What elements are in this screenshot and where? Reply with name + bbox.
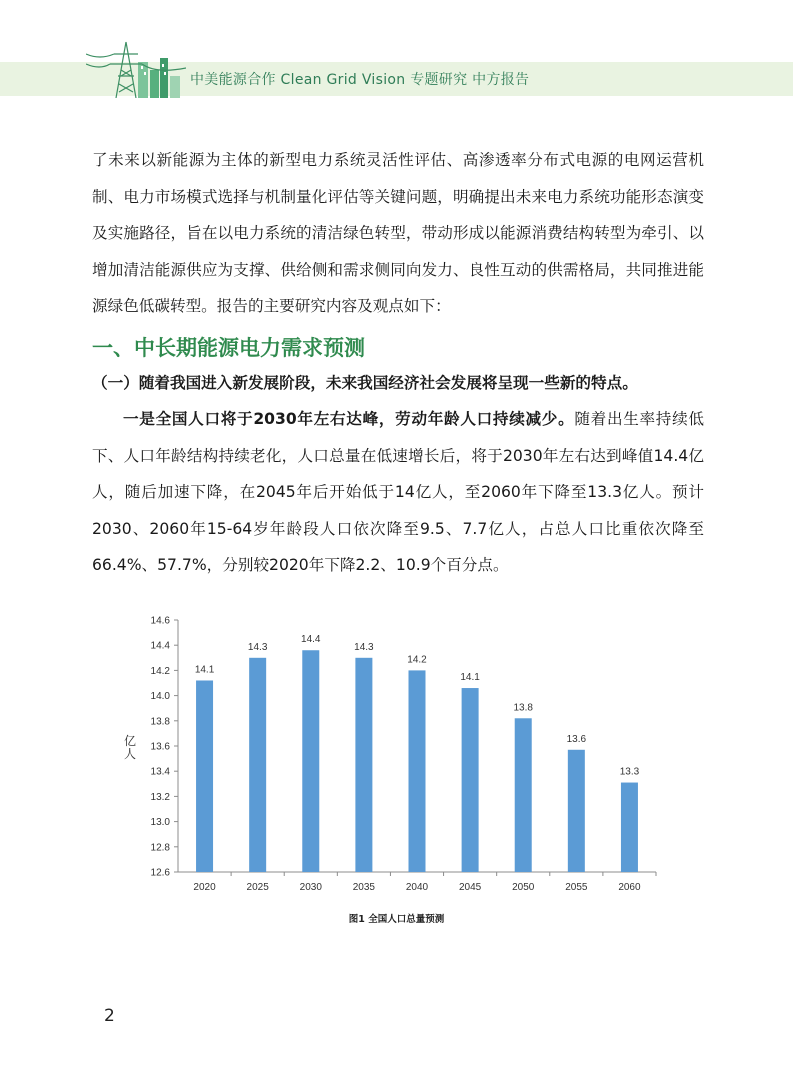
x-tick-label-2035: 2035 — [352, 882, 376, 893]
data-label-2060: 13.3 — [619, 766, 640, 778]
y-tick-label: 14.6 — [150, 615, 170, 627]
point-lead: 一是全国人口将于2030年左右达峰，劳动年龄人口持续减少。 — [123, 410, 575, 428]
data-label-2030: 14.4 — [301, 634, 321, 646]
bar-2025 — [249, 658, 266, 872]
data-label-2035: 14.3 — [354, 641, 374, 653]
bar-2045 — [462, 688, 479, 872]
bar-2055 — [568, 750, 585, 872]
bar-2030 — [302, 650, 319, 872]
page-number: 2 — [104, 1006, 115, 1026]
y-tick-label: 13.2 — [150, 791, 170, 803]
subsection-heading: （一）随着我国进入新发展阶段，未来我国经济社会发展将呈现一些新的特点。 — [92, 374, 638, 392]
y-tick-label: 12.8 — [150, 842, 170, 854]
x-tick-label-2025: 2025 — [246, 882, 269, 893]
data-label-2045: 14.1 — [460, 672, 480, 684]
bar-2050 — [515, 718, 532, 872]
y-tick-label: 13.6 — [150, 741, 170, 753]
data-label-2020: 14.1 — [194, 664, 215, 676]
x-tick-label-2055: 2055 — [565, 882, 588, 893]
point-paragraph — [92, 401, 704, 584]
bar-2040 — [409, 670, 426, 872]
x-tick-label-2045: 2045 — [458, 882, 482, 893]
intro-paragraph: 了未来以新能源为主体的新型电力系统灵活性评估、高渗透率分布式电源的电网运营机制、电力市场模式选择与机制量化评估等关键问题，明确提出未来电力系统功能形态演变及实施路径，旨在以电力系统的清洁绿色转型，带动形成以能源消费结构转型为牵引、以增加清洁能源供应为支撑、供给侧和需求侧同向发力、良性互动的供需格局，共同推进能源绿色低碳转型。报告的主要研究内容及观点如下： — [92, 151, 704, 315]
y-tick-label: 12.6 — [150, 867, 170, 879]
x-tick-label-2020: 2020 — [193, 882, 216, 893]
section-heading: 一、中长期能源电力需求预测 — [92, 336, 365, 360]
population-bar-chart — [110, 600, 680, 910]
header-title: 中美能源合作 Clean Grid Vision 专题研究 中方报告 — [190, 72, 530, 88]
data-label-2040: 14.2 — [407, 654, 427, 666]
page-header — [0, 0, 793, 100]
y-tick-label: 14.4 — [150, 640, 170, 652]
data-label-2025: 14.3 — [247, 641, 268, 653]
y-tick-label: 14.2 — [150, 665, 170, 677]
y-tick-label: 14.0 — [150, 691, 170, 703]
x-tick-label-2050: 2050 — [512, 882, 535, 893]
x-tick-label-2060: 2060 — [618, 882, 641, 893]
point-text: 随着出生率持续低下、人口年龄结构持续老化，人口总量在低速增长后，将于2030年左右达到峰值14.4亿人，随后加速下降，在2045年后开始低于14亿人，至2060年下降至13.3亿人。预计2030、2060年15-64岁年龄段人口依次降至9.5、7.7亿人，占总人口比重依次降至66.4%、57.7%，分别较2020年下降2.2、10.9个百分点。 — [92, 410, 704, 574]
y-tick-label: 13.0 — [150, 817, 170, 829]
y-axis-label-char: 亿 — [123, 734, 137, 748]
bar-2060 — [621, 783, 638, 872]
y-tick-label: 13.4 — [150, 766, 170, 778]
y-axis-label-char: 人 — [123, 747, 137, 761]
y-tick-label: 13.8 — [150, 716, 170, 728]
bar-2035 — [355, 658, 372, 872]
data-label-2055: 13.6 — [566, 733, 587, 745]
data-label-2050: 13.8 — [513, 702, 533, 714]
x-tick-label-2040: 2040 — [405, 882, 429, 893]
x-tick-label-2030: 2030 — [299, 882, 322, 893]
power-tower-city-logo — [86, 40, 186, 98]
bar-2020 — [196, 680, 213, 872]
figure-caption: 图1 全国人口总量预测 — [348, 914, 445, 925]
